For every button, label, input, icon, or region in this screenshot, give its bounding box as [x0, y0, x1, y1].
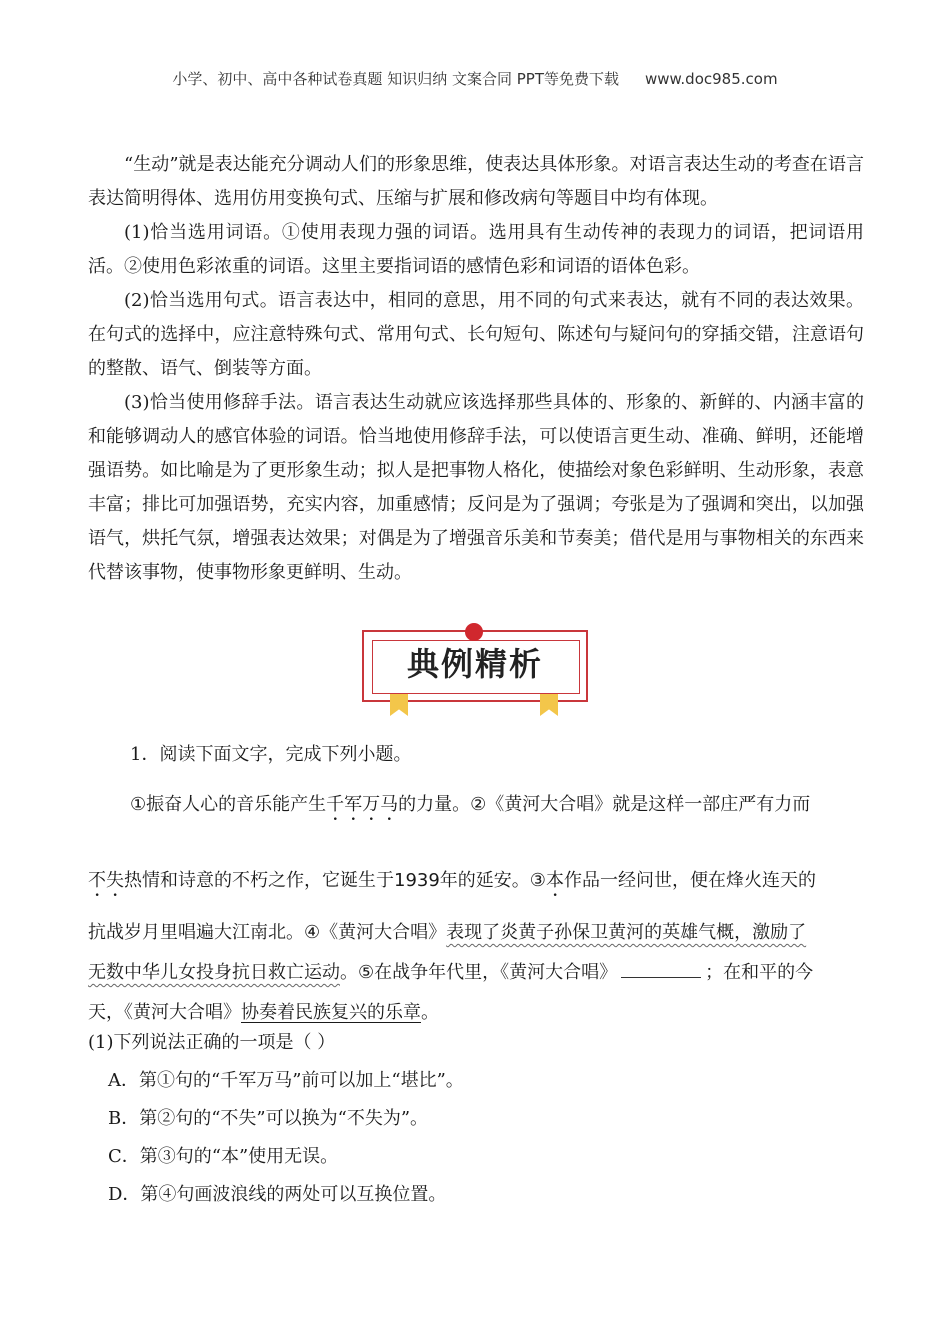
passage-line-2 [88, 866, 864, 901]
passage-line-5 [88, 998, 864, 1024]
passage-text: 。⑤在战争年代里，《黄河大合唱》 [340, 962, 618, 983]
dotted-phrase: 不失 [88, 870, 124, 891]
intro-paragraph-4: (3)恰当使用修辞手法。语言表达生动就应该选择那些具体的、形象的、新鲜的、内涵丰富的和能够调动人的感官体验的词语。恰当地使用修辞手法，可以使语言更生动、准确、鲜明，还能增强语势。如比喻是为了更形象生动；拟人是把事物人格化，使描绘对象色彩鲜明、生动形象，表意丰富；排比可加强语势，充实内容，加重感情；反问是为了强调；夸张是为了强调和突出，以加强语气，烘托气氛，增强表达效果；对偶是为了增强音乐美和节奏美；借代是用与事物相关的东西来代替该事物，使事物形象更鲜明、生动。 [88, 392, 864, 583]
page-header [0, 68, 950, 89]
wavy-phrase: 表现了炎黄子孙保卫黄河的英雄气概，激励了 [446, 922, 807, 943]
banner-pin-icon [465, 623, 483, 641]
sub-question-1: (1)下列说法正确的一项是（ ） [88, 1032, 336, 1053]
passage-text: 。 [421, 1002, 439, 1023]
header-site: www.doc985.com [644, 70, 778, 88]
passage-text: 的力量。②《黄河大合唱》就是这样一部庄严有力而 [398, 794, 811, 815]
dotted-phrase: 本 [545, 870, 564, 891]
passage-line-4 [88, 958, 864, 984]
passage-text: 热情和诗意的不朽之作，它诞生于1939年的延安。③ [124, 870, 546, 891]
dotted-phrase: 千军万马 [326, 794, 399, 815]
question-intro: 1．阅读下面文字，完成下列小题。 [130, 744, 412, 765]
option-c[interactable]: C．第③句的“本”使用无误。 [108, 1146, 339, 1167]
underlined-phrase: 协奏着民族复兴的乐章 [241, 1002, 421, 1023]
section-banner [362, 630, 588, 716]
option-b[interactable]: B．第②句的“不失”可以换为“不失为”。 [108, 1108, 429, 1129]
passage-text: ；在和平的今 [705, 962, 814, 983]
wavy-phrase: 无数中华儿女投身抗日救亡运动 [88, 962, 340, 983]
intro-paragraph-3: (2)恰当选用句式。语言表达中，相同的意思，用不同的句式来表达，就有不同的表达效果。在句式的选择中，应注意特殊句式、常用句式、长句短句、陈述句与疑问句的穿插交错，注意语句的整散、语气、倒装等方面。 [88, 290, 864, 379]
option-a[interactable]: A．第①句的“千军万马”前可以加上“堪比”。 [108, 1070, 464, 1091]
passage-text: 天，《黄河大合唱》 [88, 1002, 241, 1023]
banner-title: 典例精析 [406, 645, 543, 683]
ribbon-left-icon [390, 694, 408, 716]
option-d[interactable]: D．第④句画波浪线的两处可以互换位置。 [108, 1184, 447, 1205]
ribbon-right-icon [540, 694, 558, 716]
passage-text: 作品一经问世，便在烽火连天的 [563, 870, 816, 891]
answer-blank[interactable] [621, 959, 701, 978]
passage-line-1 [130, 790, 906, 825]
header-text: 小学、初中、高中各种试卷真题 知识归纳 文案合同 PPT等免费下载 [172, 70, 619, 88]
passage-text: 抗战岁月里唱遍大江南北。④《黄河大合唱》 [88, 922, 447, 943]
passage-line-3 [88, 918, 864, 944]
intro-paragraph-2: (1)恰当选用词语。①使用表现力强的词语。选用具有生动传神的表现力的词语，把词语用活。②使用色彩浓重的词语。这里主要指词语的感情色彩和词语的语体色彩。 [88, 222, 864, 277]
intro-paragraph-1: “生动”就是表达能充分调动人们的形象思维，使表达具体形象。对语言表达生动的考查在语言表达简明得体、选用仿用变换句式、压缩与扩展和修改病句等题目中均有体现。 [88, 154, 864, 209]
passage-text: ①振奋人心的音乐能产生 [130, 794, 327, 815]
